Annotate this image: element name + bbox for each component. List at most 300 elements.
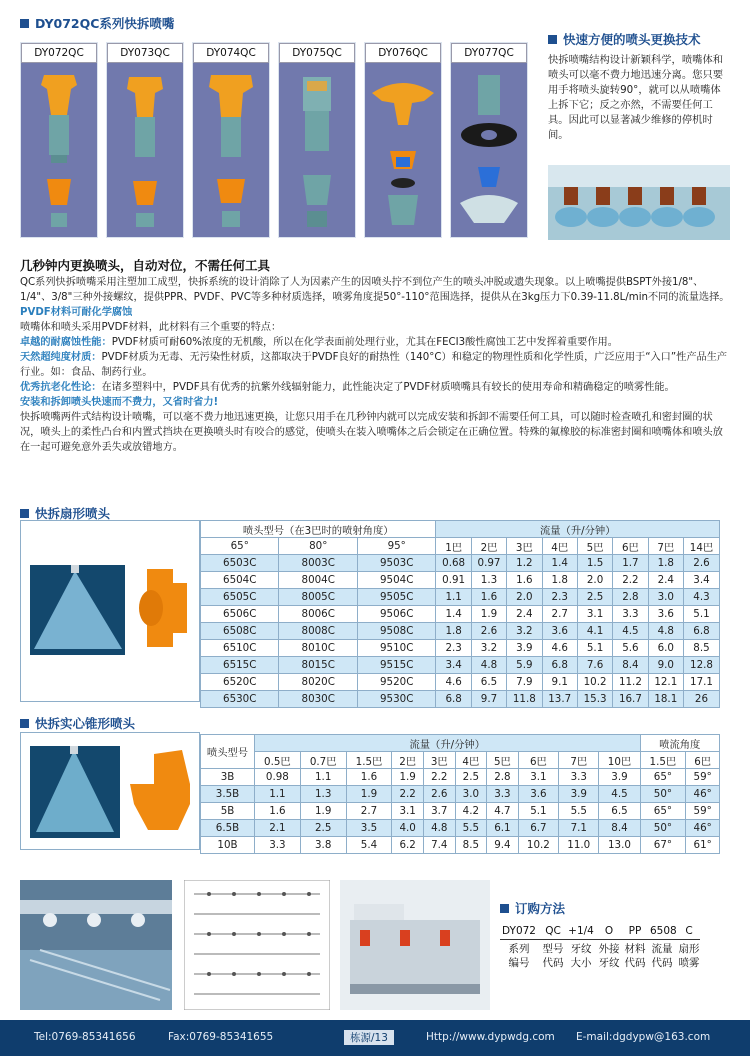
section-header-quick-change [548,30,701,48]
nozzle-image [454,71,524,231]
flow-cell: 9.7 [471,691,506,708]
flow-cell: 9.0 [648,657,683,674]
order-label-line: 系列 [508,943,530,955]
cone-nozzle-image [124,744,196,836]
flow-cell: 9.4 [487,837,519,854]
intro-paragraph: QC系列快拆喷嘴采用注塑加工成型，快拆系统的设计消除了人为因素产生的因喷头拧不到位产生的喷头冲脱或遗失现象。以上喷嘴提供BSPT外接1/8"、1/4"、3/8"三种外接螺纹，提供PPR、PVDF、PVC等多种材质选择，喷雾角度提50°-110°范围选择，提供从在3kg压力下0.39-11.8L/min不同的流量选择。 [20,277,730,303]
flow-cell: 2.6 [471,623,506,640]
order-label-line: 扇形 [678,943,700,955]
flow-cell: 4.1 [577,623,612,640]
flow-cell: 0.98 [255,769,301,786]
flow-cell: 9.1 [542,674,577,691]
section-header-qc-series [20,14,174,32]
flow-cell: 4.8 [648,623,683,640]
flow-cell: 1.7 [613,555,648,572]
table-row [201,555,720,572]
order-code [500,925,700,970]
flow-cell: 1.2 [507,555,542,572]
section-title: 快拆实心锥形喷头 [35,716,136,731]
pressure-header: 0.5巴 [255,752,301,769]
feature-label: 天然超纯度材质： [20,352,102,363]
flow-cell: 10.2 [518,837,558,854]
flow-cell: 0.68 [436,555,471,572]
model-cell: 6530C [201,691,279,708]
flow-cell: 6.5 [471,674,506,691]
order-label [678,942,700,970]
flow-cell: 1.8 [648,555,683,572]
flow-cell: 3.9 [507,640,542,657]
flow-cell: 3.1 [518,769,558,786]
pressure-header: 7巴 [648,538,683,555]
table-row [201,623,720,640]
flow-cell: 4.6 [542,640,577,657]
flow-cell: 2.0 [577,572,612,589]
cone-flow-table [200,734,720,854]
flow-cell: 1.6 [471,589,506,606]
order-label-line: 编号 [508,957,530,969]
table-row [201,803,720,820]
intro-title: 几秒钟内更换喷头，自动对位，不需任何工具 [20,258,271,273]
pressure-header: 0.7巴 [300,752,346,769]
flow-cell: 2.3 [542,589,577,606]
angle-cell: 46° [686,786,720,803]
flow-cell: 2.5 [577,589,612,606]
flow-cell: 1.9 [471,606,506,623]
flow-cell: 13.0 [599,837,640,854]
flow-cell: 1.8 [542,572,577,589]
flow-cell: 6.8 [436,691,471,708]
flow-cell: 5.5 [455,820,487,837]
flow-cell: 3.5 [346,820,392,837]
tank-photo [20,880,172,1010]
flow-cell: 3.4 [683,572,719,589]
flow-cell: 7.9 [507,674,542,691]
footer-website-link[interactable]: Http://www.dypwdg.com [426,1031,555,1043]
model-cell: 8015C [279,657,357,674]
order-label-line: 代码 [542,957,564,969]
pressure-header: 1.5巴 [346,752,392,769]
flow-cell: 2.7 [346,803,392,820]
order-label-line: 代码 [624,957,646,969]
flow-cell: 3.6 [542,623,577,640]
footer-email-link[interactable]: E-mail:dgdypw@163.com [576,1031,711,1043]
pressure-header: 3巴 [507,538,542,555]
section-header-cone [20,714,135,732]
flow-cell: 2.2 [613,572,648,589]
pressure-header: 7巴 [559,752,599,769]
flow-cell: 13.7 [542,691,577,708]
feature-text: PVDF材质可耐60%浓度的无机酸，所以在化学表面前处理行业，尤其在FECI3酸性腐蚀工艺中发挥着重要作用。 [111,337,618,348]
angle-pressure-header: 6巴 [686,752,720,769]
product-card-label: DY077QC [451,43,527,63]
pressure-header: 2巴 [471,538,506,555]
fan-flow-table [200,520,720,708]
order-code-part: +1/4 [568,925,594,937]
order-code-part: QC [545,925,561,937]
flow-cell: 11.2 [613,674,648,691]
product-card-label: DY072QC [21,43,97,63]
order-label [598,942,620,970]
flow-cell: 3.6 [648,606,683,623]
table-row [201,837,720,854]
flow-cell: 3.2 [507,623,542,640]
order-label-line: 型号 [542,943,564,955]
feature-text: 在诸多塑料中，PVDF具有优秀的抗紫外线辐射能力，此性能决定了PVDF材质喷嘴具有较长的使用寿命和精确稳定的喷雾性能。 [101,382,675,393]
angle-pressure-header: 1.5巴 [640,752,686,769]
feature-purity [20,350,730,380]
flow-cell: 7.6 [577,657,612,674]
flow-cell: 11.8 [507,691,542,708]
order-label-line: 代码 [651,957,673,969]
flow-cell: 2.5 [300,820,346,837]
flow-cell: 4.7 [487,803,519,820]
product-card [192,42,270,238]
flow-cell: 6.8 [683,623,719,640]
flow-cell: 2.1 [255,820,301,837]
square-bullet-icon [20,509,29,518]
flow-cell: 5.1 [577,640,612,657]
product-card-label: DY073QC [107,43,183,63]
quick-change-description: 快拆喷嘴结构设计新颖科学，喷嘴体和喷头可以毫不费力地迅速分离。您只要用手将喷头旋转90°，就可以从喷嘴体上拆下它；反之亦然，不需要任何工具。因此可以显著减少维修的停机时间。 [548,54,724,141]
footer-fax: Fax:0769-85341655 [168,1031,274,1043]
flow-cell: 4.8 [423,820,455,837]
flow-cell: 1.8 [436,623,471,640]
flow-cell: 2.0 [507,589,542,606]
model-cell: 9510C [357,640,435,657]
model-cell: 8003C [279,555,357,572]
table-row [201,657,720,674]
fan-spray-image [30,565,125,655]
flow-cell: 12.1 [648,674,683,691]
section-title: 快速方便的喷头更换技术 [563,32,701,47]
table-header-flow: 流量（升/分钟） [255,735,641,752]
angle-80: 80° [279,538,357,555]
flow-cell: 2.8 [487,769,519,786]
flow-cell: 2.5 [455,769,487,786]
model-cell: 9520C [357,674,435,691]
table-row [201,589,720,606]
table-row [201,769,720,786]
model-cell: 6.5B [201,820,255,837]
order-label-line: 牙纹 [570,943,592,955]
feature-label: 优秀抗老化性论： [20,382,102,393]
pressure-header: 5巴 [577,538,612,555]
table-header-model: 喷头型号（在3巴时的喷射角度） [201,521,436,538]
model-cell: 9503C [357,555,435,572]
flow-cell: 3.3 [613,606,648,623]
flow-cell: 11.0 [559,837,599,854]
square-bullet-icon [500,904,509,913]
flow-cell: 6.7 [518,820,558,837]
pipe-array-diagram [184,880,330,1010]
order-label-line: 外接 [598,943,620,955]
model-cell: 6520C [201,674,279,691]
flow-cell: 2.2 [392,786,424,803]
product-card [106,42,184,238]
flow-cell: 2.7 [542,606,577,623]
model-cell: 6510C [201,640,279,657]
order-label [500,942,538,970]
flow-cell: 2.8 [613,589,648,606]
flow-cell: 1.6 [255,803,301,820]
footer-page-number: 栋源/13 [344,1030,394,1045]
model-cell: 6503C [201,555,279,572]
section-title: 订购方法 [515,901,566,916]
flow-cell: 5.9 [507,657,542,674]
flow-cell: 3.1 [392,803,424,820]
table-row [201,606,720,623]
flow-cell: 5.6 [613,640,648,657]
model-cell: 8004C [279,572,357,589]
section-title: DY072QC系列快拆喷嘴 [35,16,175,31]
flow-cell: 15.3 [577,691,612,708]
flow-cell: 2.2 [423,769,455,786]
pressure-header: 6巴 [518,752,558,769]
order-label-line: 喷雾 [678,957,700,969]
etching-machine-photo [340,880,490,1010]
model-cell: 10B [201,837,255,854]
pressure-header: 5巴 [487,752,519,769]
model-cell: 8008C [279,623,357,640]
flow-cell: 1.4 [542,555,577,572]
model-cell: 8006C [279,606,357,623]
flow-cell: 4.6 [436,674,471,691]
angle-65: 65° [201,538,279,555]
angle-95: 95° [357,538,435,555]
flow-cell: 7.4 [423,837,455,854]
flow-cell: 4.2 [455,803,487,820]
model-cell: 6508C [201,623,279,640]
product-card [278,42,356,238]
order-label-line: 大小 [570,957,592,969]
angle-cell: 65° [640,803,686,820]
flow-cell: 3.3 [559,769,599,786]
order-label [542,942,564,970]
flow-cell: 2.6 [423,786,455,803]
model-cell: 9505C [357,589,435,606]
flow-cell: 1.9 [300,803,346,820]
product-card-label: DY075QC [279,43,355,63]
flow-cell: 6.5 [599,803,640,820]
flow-cell: 3.0 [455,786,487,803]
nozzle-image [29,71,89,231]
flow-cell: 1.3 [300,786,346,803]
flow-cell: 8.4 [599,820,640,837]
section-header-order [500,899,565,917]
square-bullet-icon [20,719,29,728]
pvdf-paragraph: 喷嘴体和喷头采用PVDF材料，此材料有三个重要的特点： [20,322,282,333]
model-cell: 9504C [357,572,435,589]
model-cell: 9508C [357,623,435,640]
table-row [201,820,720,837]
pvdf-subtitle: PVDF材料可耐化学腐蚀 [20,307,133,318]
flow-cell: 1.4 [436,606,471,623]
flow-cell: 3.9 [599,769,640,786]
nozzle-image [368,71,438,231]
table-row [201,572,720,589]
flow-cell: 3.7 [423,803,455,820]
flow-cell: 3.4 [436,657,471,674]
flow-cell: 3.3 [487,786,519,803]
footer-tel: Tel:0769-85341656 [34,1031,136,1043]
pressure-header: 4巴 [542,538,577,555]
flow-cell: 4.5 [613,623,648,640]
angle-cell: 50° [640,786,686,803]
order-label-line: 牙纹 [598,957,620,969]
table-header-model: 喷头型号 [201,735,255,769]
flow-cell: 6.2 [392,837,424,854]
order-label [650,942,674,970]
flow-cell: 26 [683,691,719,708]
intro-body [20,275,730,455]
table-row [201,674,720,691]
nozzle-row-photo [548,165,730,240]
flow-cell: 4.0 [392,820,424,837]
pressure-header: 4巴 [455,752,487,769]
angle-cell: 46° [686,820,720,837]
feature-aging [20,380,730,395]
angle-cell: 59° [686,769,720,786]
order-code-part: 6508 [650,925,677,937]
flow-cell: 3.8 [300,837,346,854]
model-cell: 6506C [201,606,279,623]
product-card [364,42,442,238]
flow-cell: 8.5 [683,640,719,657]
product-card-label: DY076QC [365,43,441,63]
flow-cell: 1.3 [471,572,506,589]
cone-spray-image [30,746,120,838]
nozzle-image [201,71,261,231]
model-cell: 3.5B [201,786,255,803]
model-cell: 6505C [201,589,279,606]
flow-cell: 1.5 [577,555,612,572]
flow-cell: 1.9 [346,786,392,803]
pressure-header: 2巴 [392,752,424,769]
order-code-part: C [685,925,693,937]
flow-cell: 1.1 [436,589,471,606]
flow-cell: 2.3 [436,640,471,657]
model-cell: 9530C [357,691,435,708]
model-cell: 8020C [279,674,357,691]
model-cell: 6504C [201,572,279,589]
fan-nozzle-image [133,563,193,651]
feature-label: 卓越的耐腐蚀性能： [20,337,112,348]
angle-cell: 59° [686,803,720,820]
flow-cell: 4.5 [599,786,640,803]
flow-cell: 18.1 [648,691,683,708]
model-cell: 9515C [357,657,435,674]
flow-cell: 3.6 [518,786,558,803]
flow-cell: 8.4 [613,657,648,674]
flow-cell: 6.8 [542,657,577,674]
flow-cell: 1.1 [255,786,301,803]
pressure-header: 6巴 [613,538,648,555]
flow-cell: 3.2 [471,640,506,657]
flow-cell: 0.97 [471,555,506,572]
footer-bar [0,1020,750,1056]
product-card [20,42,98,238]
flow-cell: 4.3 [683,589,719,606]
product-card-label: DY074QC [193,43,269,63]
order-label-line: 流量 [651,943,673,955]
model-cell: 9506C [357,606,435,623]
flow-cell: 16.7 [613,691,648,708]
flow-cell: 3.1 [577,606,612,623]
flow-cell: 7.1 [559,820,599,837]
install-paragraph: 快拆喷嘴两件式结构设计喷嘴，可以毫不费力地迅速更换，让您只用手在几秒钟内就可以完成安装和拆卸不需要任何工具，可以随时检查喷孔和密封圈的状况，喷头上的柔性凸台和内置式挡块在更换喷头时有咬合的感觉，使喷头在装入喷嘴体之后会锁定在正确位置。特殊的氟橡胶的标准密封圈和喷嘴体和喷头放在一起可避免意外丢失或放错地方。 [20,412,723,453]
order-code-part: PP [628,925,642,937]
angle-cell: 67° [640,837,686,854]
order-label [624,942,646,970]
order-code-part: DY072 [502,925,536,937]
model-cell: 8005C [279,589,357,606]
angle-cell: 61° [686,837,720,854]
flow-cell: 5.1 [683,606,719,623]
product-card [450,42,528,238]
model-cell: 8010C [279,640,357,657]
order-label-line: 材料 [624,943,646,955]
nozzle-image [287,71,347,231]
flow-cell: 3.3 [255,837,301,854]
flow-cell: 3.9 [559,786,599,803]
table-row [201,640,720,657]
flow-cell: 10.2 [577,674,612,691]
feature-text: PVDF材质为无毒、无污染性材质，这都取决于PVDF良好的耐热性（140°C）和稳定的物理性质和化学性质，广泛应用于“入口”性产品生产行业。如：食品、制药行业。 [20,352,728,378]
model-cell: 5B [201,803,255,820]
flow-cell: 1.6 [507,572,542,589]
flow-cell: 1.6 [346,769,392,786]
table-header-angle: 喷流角度 [640,735,720,752]
order-code-part: O [604,925,614,937]
model-cell: 3B [201,769,255,786]
pressure-header: 3巴 [423,752,455,769]
angle-cell: 65° [640,769,686,786]
flow-cell: 5.1 [518,803,558,820]
flow-cell: 5.5 [559,803,599,820]
feature-corrosion [20,335,730,350]
nozzle-image [115,71,175,231]
flow-cell: 17.1 [683,674,719,691]
flow-cell: 6.0 [648,640,683,657]
square-bullet-icon [548,35,557,44]
square-bullet-icon [20,19,29,28]
install-subtitle: 安装和拆卸喷头快速而不费力，又省时省力! [20,397,219,408]
table-row [201,691,720,708]
flow-cell: 2.4 [507,606,542,623]
flow-cell: 0.91 [436,572,471,589]
pressure-header: 14巴 [683,538,719,555]
flow-cell: 6.1 [487,820,519,837]
flow-cell: 3.0 [648,589,683,606]
flow-cell: 4.8 [471,657,506,674]
flow-cell: 2.6 [683,555,719,572]
pressure-header: 1巴 [436,538,471,555]
flow-cell: 12.8 [683,657,719,674]
flow-cell: 2.4 [648,572,683,589]
section-title: 快拆扇形喷头 [35,506,111,521]
flow-cell: 5.4 [346,837,392,854]
model-cell: 8030C [279,691,357,708]
model-cell: 6515C [201,657,279,674]
flow-cell: 1.9 [392,769,424,786]
table-header-flow: 流量（升/分钟） [436,521,720,538]
flow-cell: 8.5 [455,837,487,854]
pressure-header: 10巴 [599,752,640,769]
order-label [568,942,594,970]
angle-cell: 50° [640,820,686,837]
table-row [201,786,720,803]
flow-cell: 1.1 [300,769,346,786]
